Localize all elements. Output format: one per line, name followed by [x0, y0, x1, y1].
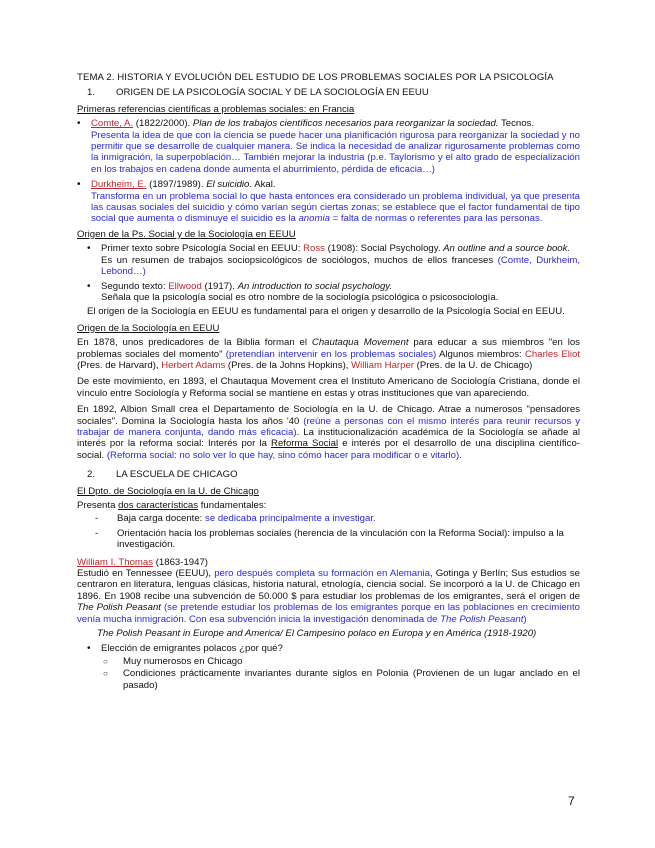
section-1-heading: [87, 87, 580, 98]
list-item-comte: [77, 118, 580, 175]
page-number: 7: [568, 794, 575, 808]
bullet-icon: •: [87, 243, 91, 255]
publisher: Tecnos.: [498, 118, 535, 130]
durkheim-description: Transforma en un problema social lo que hasta entonces era considerado un problema individual, ya que presenta las causas sociales del suicidio y cómo varían según ciertas zonas; se establece que el factor fundamental de tipo social que aumenta o disminuye el suicidio es la anomia = falta de normas o referentes para las personas.: [91, 190, 580, 225]
section-title: LA ESCUELA DE CHICAGO: [116, 469, 238, 481]
sublist-item: ○ Condiciones prácticamente invariantes durante siglos en Polonia (Provienen de un lugar anclado en el pasado): [103, 668, 580, 691]
member-adams: Herbert Adams: [161, 359, 226, 371]
page-content: [77, 72, 580, 692]
citation-year: (1822/2000).: [133, 118, 193, 130]
citation-year: (1897/1989).: [146, 179, 207, 191]
list-item-ellwood: • Segundo texto: Ellwood (1917). An introduction to social psychology. Señala que la psicología social es otro nombre de la sociología psicológica o psicosociología.: [87, 280, 499, 303]
bullet-icon: •: [87, 280, 91, 292]
work-title-polish-peasant: The Polish Peasant in Europe and America/ El Campesino polaco en Europa y en América (1918-1920): [97, 628, 537, 640]
dash-icon: -: [95, 527, 99, 539]
paragraph-albion-small: En 1892, Albion Small crea el Departamento de Sociología en la U. de Chicago. Atrae a numerosos "pensadores sociales". Domina la Sociología hasta los años '40 (reúne a personas con el mismo interés para reunir recursos y trabajar de manera conjunta, dando más eficacia). La institucionalización académica de la Sociología se añade al interés por la reforma social: Interés por la Reforma Social e interés por el desarrollo de una disciplina científico-social. (Reforma social: no solo ver lo que hay, sino cómo hacer para modificar o e vitarlo).: [77, 404, 581, 461]
ross-refs: (Comte, Durkheim, Lebond…): [101, 254, 580, 278]
paragraph-thomas: Estudió en Tennessee (EEUU), pero después completa su formación en Alemania, Gotinga y Berlín; Sus estudios se centraron en literatura, lenguas clásicas, historia natural, etnología, ciencia social. Se incorporó a la U. de Chicago en 1896. En 1908 recibe una subvención de 50.000 $ para estudiar los problemas de los emigrantes, será el origen de The Polish Peasant (se pretende estudiar los problemas de los emigrantes porque en las poblaciones en crecimiento venía mucha inmigración. Con esa subvención inicia la investigación denominada de The Polish Peasant): [77, 568, 580, 625]
paragraph-caracteristicas: Presenta dos características fundamentales:: [77, 500, 267, 511]
section-2-heading: [87, 469, 580, 480]
subheading-dpto-chicago: El Dpto. de Sociología en la U. de Chicago: [77, 485, 259, 497]
subheading-ps-social-eeuu: Origen de la Ps. Social y de la Sociología en EEUU: [77, 228, 296, 240]
author-durkheim: Durkheim, E.: [91, 179, 147, 191]
work-title: Plan de los trabajos científicos necesarios para reorganizar la sociedad.: [192, 118, 499, 130]
author-thomas: William I. Thomas: [77, 556, 154, 568]
sublist-item: ○ Muy numerosos en Chicago: [103, 655, 243, 667]
author-ellwood: Ellwood: [168, 280, 202, 292]
bullet-icon: •: [77, 179, 81, 191]
work-title: El suicidio: [206, 179, 250, 191]
circle-bullet-icon: ○: [103, 669, 108, 679]
member-eliot: Charles Eliot: [525, 348, 580, 360]
list-item-durkheim: [77, 179, 580, 225]
dash-icon: -: [95, 513, 99, 525]
work-title: An introduction to social psychology.: [237, 280, 393, 292]
document-title: TEMA 2. HISTORIA Y EVOLUCIÓN DEL ESTUDIO DE LOS PROBLEMAS SOCIALES POR LA PSICOLOGÍA: [77, 72, 554, 83]
origin-note: El origen de la Sociología en EEUU es fundamental para el origen y desarrollo de la Psicología Social en EEUU.: [87, 306, 565, 318]
thomas-heading: William I. Thomas (1863-1947): [77, 556, 208, 568]
comte-description: Presenta la idea de que con la ciencia se puede hacer una planificación rigurosa para reorganizar la sociedad y no permitir que se desarrolle de cualquier manera. Se indica la necesidad de analizar rigurosamente problemas como la inmigración, la superpoblación… También mejorar la industria (p.e. Taylorismo y el alto grado de especialización en los trabajos en cadena donde aumenta el aburrimiento, pérdida de eficacia…): [91, 129, 580, 175]
publisher: . Akal.: [249, 179, 276, 191]
subheading-france: Primeras referencias científicas a problemas sociales: en Francia: [77, 103, 355, 115]
subheading-sociologia-eeuu: Origen de la Sociología en EEUU: [77, 322, 220, 334]
paragraph-chautaqua: En 1878, unos predicadores de la Biblia forman el Chautaqua Movement para educar a sus miembros "en los problemas sociales del momento" (pretendían intervenir en los problemas sociales) Algunos miembros: Charles Eliot (Pres. de Harvard), Herbert Adams (Pres. de la Johns Hopkins), William Harper (Pres. de la U. de Chicago): [77, 337, 580, 371]
list-item-orientacion: - Orientación hacia los problemas sociales (herencia de la vinculación con la Reforma Social): impulso a la investigación.: [95, 527, 564, 551]
section-number: 1.: [87, 87, 96, 99]
paragraph-instituto: De este movimiento, en 1893, el Chautaqua Movement crea el Instituto Americano de Sociología Cristiana, donde el vínculo entre Sociología y Reforma social se mantiene en estas y otras instituciones que van apareciendo.: [77, 376, 580, 399]
list-item-eleccion: • Elección de emigrantes polacos ¿por qué?: [87, 643, 283, 655]
list-item-carga-docente: - Baja carga docente: se dedicaba principalmente a investigar.: [95, 513, 376, 525]
section-number: 2.: [87, 469, 96, 481]
list-item-ross: • Primer texto sobre Psicología Social en EEUU: Ross (1908): Social Psychology. An outline and a source book. Es un resumen de trabajos sociopsicológicos de sociólogos, muchos de ellos franceses (Comte, Durkheim, Lebond…): [87, 243, 580, 278]
bullet-icon: •: [77, 118, 81, 130]
work-title: An outline and a source book.: [443, 243, 571, 255]
author-comte: Comte, A.: [91, 118, 134, 130]
bullet-icon: •: [87, 643, 91, 655]
circle-bullet-icon: ○: [103, 656, 108, 666]
section-title: ORIGEN DE LA PSICOLOGÍA SOCIAL Y DE LA SOCIOLOGÍA EN EEUU: [116, 87, 429, 99]
member-harper: William Harper: [351, 359, 414, 371]
author-ross: Ross: [303, 243, 325, 255]
